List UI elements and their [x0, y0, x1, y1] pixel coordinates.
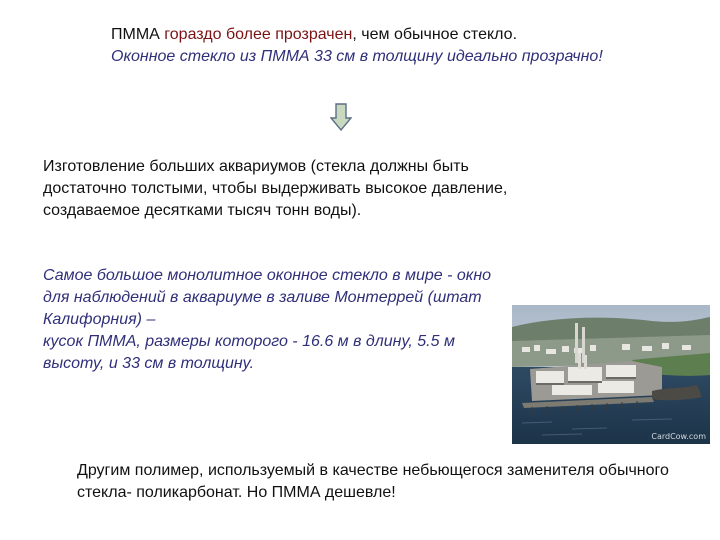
intro-paragraph — [111, 24, 631, 68]
down-arrow-icon — [330, 103, 352, 131]
example-line-1: Самое большое монолитное оконное стекло в мире - окно для наблюдений в аквариуме в заливе Монтеррей (штат Калифорния) – — [43, 267, 492, 328]
usage-paragraph: Изготовление больших аквариумов (стекла должны быть достаточно толстыми, чтобы выдерживать высокое давление, создаваемое десятками тысяч тонн воды). — [43, 158, 508, 219]
photo-watermark: CardCow.com — [651, 432, 706, 441]
example-line-2: кусок ПММА, размеры которого - 16.6 м в длину, 5.5 м высоту, и 33 см в толщину. — [43, 333, 455, 372]
example-paragraph — [43, 265, 518, 375]
intro-prefix: ПММА — [111, 26, 165, 43]
aquarium-photo — [512, 305, 710, 444]
intro-highlight: гораздо более прозрачен — [164, 26, 353, 43]
conclusion-paragraph: Другим полимер, используемый в качестве небьющегося заменителя обычного стекла- поликарбонат. Но ПММА дешевле! — [77, 462, 669, 501]
intro-italic: Оконное стекло из ПММА 33 см в толщину идеально прозрачно! — [111, 48, 603, 65]
intro-suffix: , чем обычное стекло. — [352, 26, 518, 43]
